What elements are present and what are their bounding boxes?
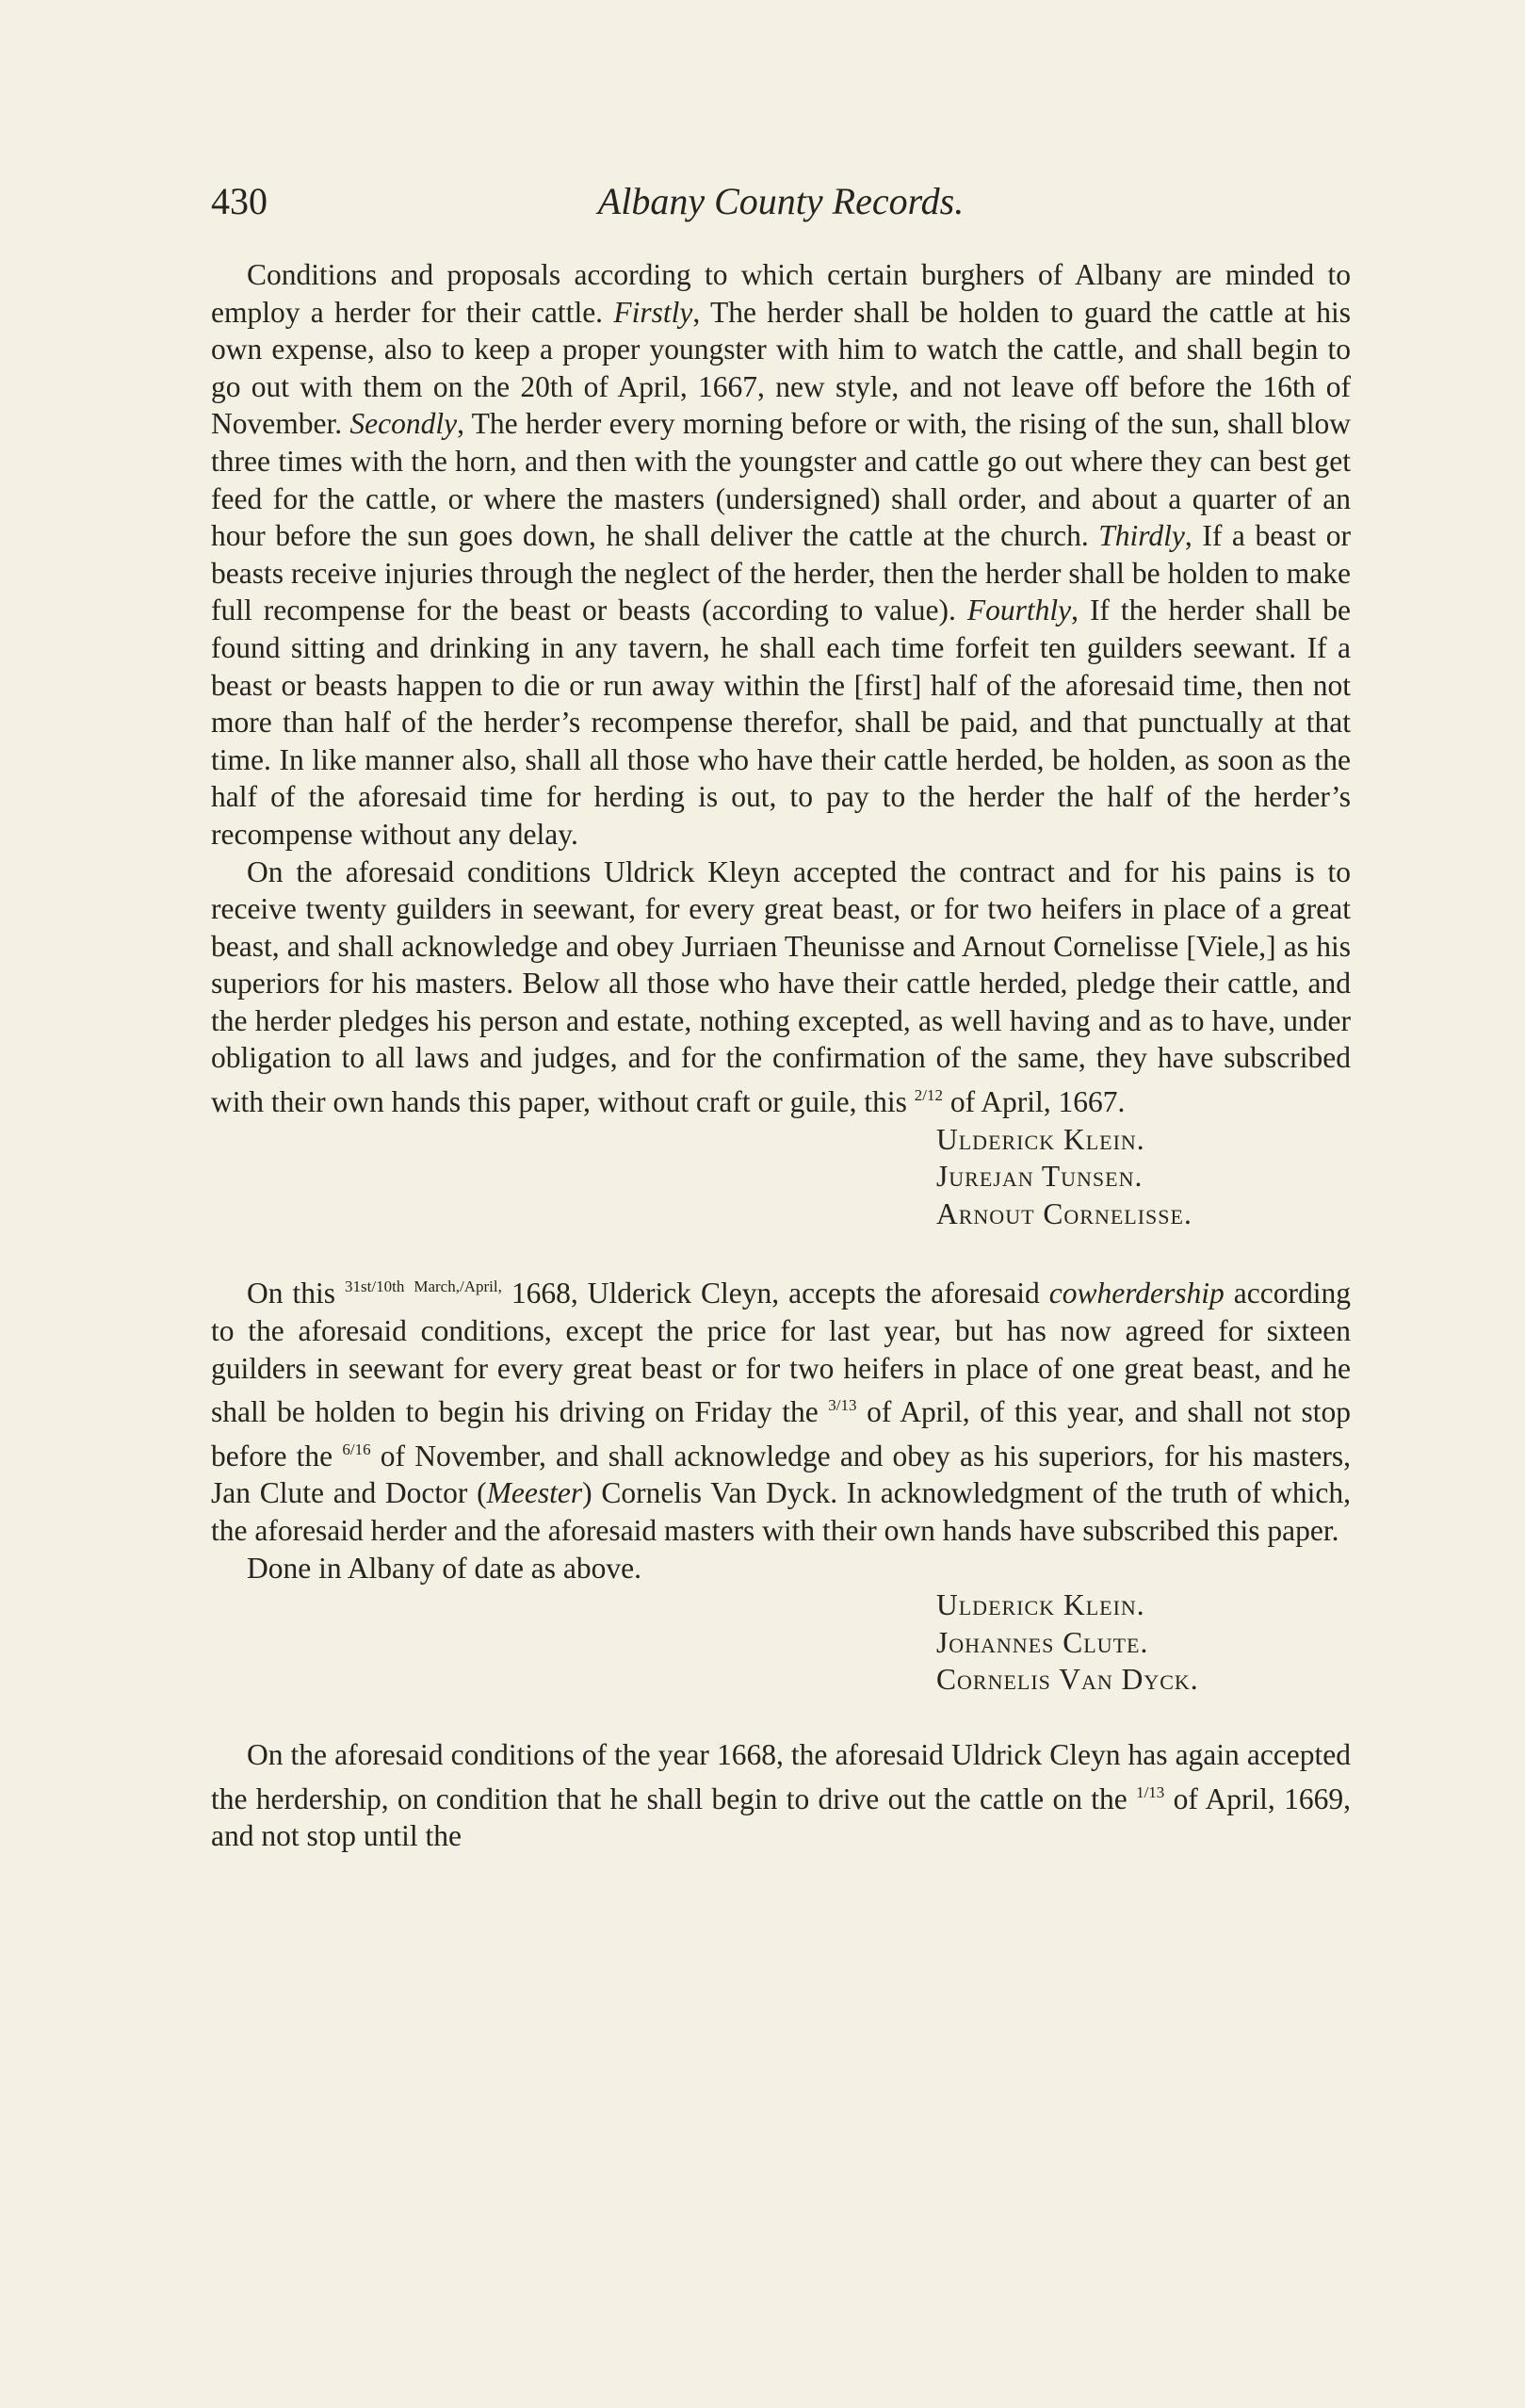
page-header: [211, 179, 1351, 236]
secondly-term: Secondly: [349, 407, 458, 441]
firstly-term: Firstly: [613, 295, 693, 329]
thirdly-term: Thirdly: [1098, 519, 1185, 553]
cowherdership-paragraph-1668: On this $^{31st/10th}$ $^{March,/April,}$ 1668, Ulderick Cleyn, accepts the aforesaid cowherdership according to the aforesaid conditions, except the price for last year, but has now agreed for sixteen guilders in seewant for every great beast or for two heifers in place of one great beast, and he shall be holden to begin his driving on Friday the $^{3/13}$ of April, of this year, and shall not stop before the $^{6/16}$ of November, and shall acknowledge and obey as his superiors, for his masters, Jan Clute and Doctor (Meester) Cornelis Van Dyck. In acknowledgment of the truth of which, the aforesaid herder and the aforesaid masters with their own hands have subscribed this paper.: [211, 1277, 1351, 1547]
date-fraction: 2/12: [914, 1086, 943, 1105]
signature-ulderick-klein: Ulderick Klein.: [936, 1588, 1145, 1622]
fourthly-term: Fourthly: [966, 594, 1072, 627]
signature-jurejan-tunsen: Jurejan Tunsen.: [936, 1160, 1144, 1194]
herdership-paragraph-1669: On the aforesaid conditions of the year 1668, the aforesaid Uldrick Cleyn has again accepted the herdership, on condition that he shall begin to drive out the cattle on the $^{1/13}$ of April, 1669, and not stop until the: [211, 1737, 1351, 1853]
page-number: 430: [211, 180, 268, 222]
acceptance-paragraph: On the aforesaid conditions Uldrick Kleyn accepted the contract and for his pains is to receive twenty guilders in seewant, for every great beast, or for two heifers in place of a great beast, and shall acknowledge and obey Jurriaen Theunisse and Arnout Cornelisse [Viele,] as his superiors for his masters. Below all those who have their cattle herded, pledge their cattle, and the herder pledges his person and estate, nothing excepted, as well having and as to have, under obligation to all laws and judges, and for the confirmation of the same, they have subscribed with their own hands this paper, without craft or guile, this $^{2/12}$ of April, 1667.: [211, 854, 1351, 1119]
meester-term: Meester: [486, 1476, 583, 1510]
april-date-fraction: 3/13: [828, 1396, 857, 1415]
date-month-fraction: March,/April,: [414, 1277, 502, 1296]
running-title: Albany County Records.: [597, 180, 965, 222]
done-in-albany-line: Done in Albany of date as above.: [247, 1551, 642, 1585]
section-spacer: [211, 1699, 1351, 1736]
signature-johannes-clute: Johannes Clute.: [936, 1625, 1149, 1659]
april-1669-fraction: 1/13: [1136, 1782, 1165, 1801]
signature-ulderick-klein: Ulderick Klein.: [936, 1122, 1145, 1156]
signature-block-1667: [936, 1121, 1351, 1233]
date-day-fraction: 31st/10th: [345, 1277, 405, 1296]
herder-conditions-paragraph: Conditions and proposals according to which certain burghers of Albany are minded to employ a herder for their cattle. Firstly, The herder shall be holden to guard the cattle at his own expense, also to keep a proper youngster with him to watch the cattle, and shall begin to go out with them on the 20th of April, 1667, new style, and not leave off before the 16th of November. Secondly, The herder every morning before or with, the rising of the sun, shall blow three times with the horn, and then with the youngster and cattle go out where they can best get feed for the cattle, or where the masters (undersigned) shall order, and about a quarter of an hour before the sun goes down, he shall deliver the cattle at the church. Thirdly, If a beast or beasts receive injuries through the neglect of the herder, then the herder shall be holden to make full recompense for the beast or beasts (according to value). Fourthly, If the herder shall be found sitting and drinking in any tavern, he shall each time forfeit ten guilders seewant. If a beast or beasts happen to die or run away within the [first] half of the aforesaid time, then not more than half of the herder’s recompense therefor, shall be paid, and that punctually at that time. In like manner also, shall all those who have their cattle herded, be holden, as soon as the half of the aforesaid time for herding is out, to pay to the herder the half of the herder’s recompense without any delay.: [211, 258, 1352, 851]
cowherdership-term: cowherdership: [1048, 1277, 1225, 1310]
signature-cornelis-van-dyck: Cornelis Van Dyck.: [936, 1663, 1199, 1697]
section-spacer: [211, 1232, 1351, 1268]
november-date-fraction: 6/16: [342, 1440, 371, 1458]
signature-arnout-cornelisse: Arnout Cornelisse.: [936, 1196, 1192, 1230]
signature-block-1668: [936, 1586, 1351, 1699]
page-body: [211, 256, 1351, 1855]
